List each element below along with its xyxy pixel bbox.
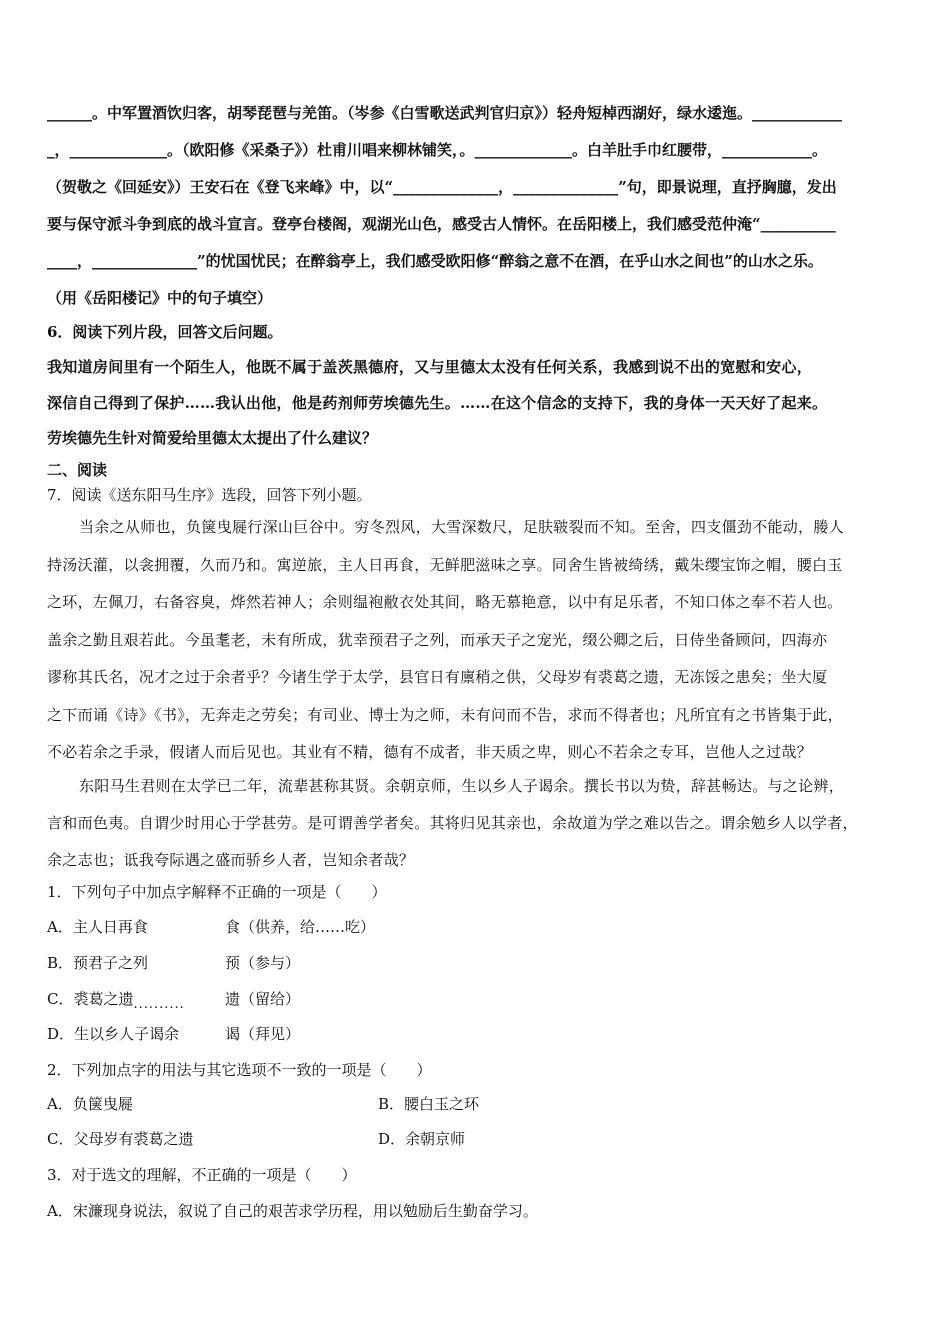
sub1-option-d[interactable]: D．生以乡人子谒余 — [47, 1025, 180, 1043]
q6-question: 劳埃德先生针对简爱给里德太太提出了什么建议？ — [47, 429, 378, 447]
sub1-option-c[interactable] — [47, 989, 185, 1015]
sub2-option-a[interactable]: A．负箧曳屣 — [47, 1095, 133, 1113]
sub1-stem: 1．下列句子中加点字解释不正确的一项是（ ） — [47, 883, 387, 901]
fill-line-1: ______。中军置酒饮归客，胡琴琵琶与羌笛。（岑参《白雪歌送武判官归京》）轻舟短棹西湖好，绿水逶迤。____________ — [47, 104, 843, 122]
passage-line: 盖余之勤且艰若此。今虽耄老，未有所成，犹幸预君子之列，而承天子之宠光，缀公卿之后，日侍坐备顾问，四海亦 — [47, 631, 828, 649]
passage-line: 当余之从师也，负箧曳屣行深山巨谷中。穷冬烈风，大雪深数尺，足肤皲裂而不知。至舍，四支僵劲不能动，媵人 — [79, 518, 845, 536]
sub2-option-b[interactable]: B．腰白玉之环 — [378, 1095, 480, 1113]
sub1-option-c-text: C．裘葛之遗 — [47, 990, 134, 1008]
sub1-option-b-gloss: 预（参与） — [225, 954, 301, 972]
passage-line: 谬称其氏名，况才之过于余者乎？今诸生学于太学，县官日有廪稍之供，父母岁有裘葛之遗，无冻馁之患矣；坐大厦 — [47, 668, 828, 686]
sub2-option-c[interactable]: C．父母岁有裘葛之遗 — [47, 1130, 194, 1148]
sub1-option-a-gloss: 食（供养，给……吃） — [225, 918, 376, 936]
sub2-option-d[interactable]: D．余朝京师 — [378, 1130, 466, 1148]
passage-line: 持汤沃灌，以衾拥覆，久而乃和。寓逆旅，主人日再食，无鲜肥滋味之享。同舍生皆被绮绣，戴朱缨宝饰之帽，腰白玉 — [47, 556, 843, 574]
sub2-stem: 2．下列加点字的用法与其它选项不一致的一项是（ ） — [47, 1061, 432, 1079]
passage-line: 言和而色夷。自谓少时用心于学甚劳。是可谓善学者矣。其将归见其亲也，余故道为学之难以告之。谓余勉乡人以学者， — [47, 814, 858, 832]
sub1-option-d-gloss: 谒（拜见） — [225, 1025, 301, 1043]
sub1-option-b[interactable]: B．预君子之列 — [47, 954, 149, 972]
passage-line: 之环，左佩刀，右备容臭，烨然若神人；余则缊袍敝衣处其间，略无慕艳意，以中有足乐者，不知口体之奉不若人也。 — [47, 593, 843, 611]
sub1-option-c-gloss: 遗（留给） — [225, 990, 301, 1008]
q7-title: 7．阅读《送东阳马生序》选段，回答下列小题。 — [47, 486, 372, 504]
q6-passage-line-2: 深信自己得到了保护……我认出他，他是药剂师劳埃德先生。……在这个信念的支持下，我的身体一天天好了起来。 — [47, 394, 828, 412]
fill-line-5: ____，______________”的忧国忧民；在醉翁亭上，我们感受欧阳修“醉翁之意不在酒，在乎山水之间也”的山水之乐。 — [47, 252, 823, 270]
passage-line: 不必若余之手录，假诸人而后见也。其业有不精，德有不成者，非天质之卑，则心不若余之专耳，岂他人之过哉？ — [47, 743, 813, 761]
q6-title: 6．阅读下列片段，回答文后问题。 — [47, 323, 283, 341]
fill-line-6: （用《岳阳楼记》中的句子填空） — [47, 289, 273, 307]
passage-line: 余之志也；诋我夸际遇之盛而骄乡人者，岂知余者哉？ — [47, 851, 415, 869]
passage-line: 之下而诵《诗》《书》，无奔走之劳矣；有司业、博士为之师，未有问而不告，求而不得者也；凡所宜有之书皆集于此， — [47, 706, 843, 724]
q6-passage-line-1: 我知道房间里有一个陌生人，他既不属于盖茨黑德府，又与里德太太没有任何关系，我感到说不出的宽慰和安心， — [47, 358, 813, 376]
passage-line: 东阳马生君则在太学已二年，流辈甚称其贤。余朝京师，生以乡人子谒余。撰长书以为贽，辞甚畅达。与之论辨， — [79, 777, 845, 795]
fill-line-2: _，_____________。（欧阳修《采桑子》）杜甫川唱来柳林铺笑，。_____________。白羊肚手巾红腰带，____________。 — [47, 141, 828, 159]
fill-line-4: 要与保守派斗争到底的战斗宣言。登亭台楼阁，观湖光山色，感受古人情怀。在岳阳楼上，我们感受范仲淹“__________ — [47, 215, 836, 233]
fill-line-3: （贺敬之《回延安》）王安石在《登飞来峰》中，以“______________，______________”句，即景说理，直抒胸臆，发出 — [47, 178, 837, 196]
sub3-option-a[interactable]: A．宋濂现身说法，叙说了自己的艰苦求学历程，用以勉励后生勤奋学习。 — [47, 1202, 538, 1220]
section-heading: 二、阅读 — [47, 461, 108, 479]
sub1-option-a[interactable]: A．主人日再食 — [47, 918, 148, 936]
sub3-stem: 3．对于选文的理解，不正确的一项是（ ） — [47, 1166, 357, 1184]
emphasis-dots: .......... — [133, 997, 185, 1012]
